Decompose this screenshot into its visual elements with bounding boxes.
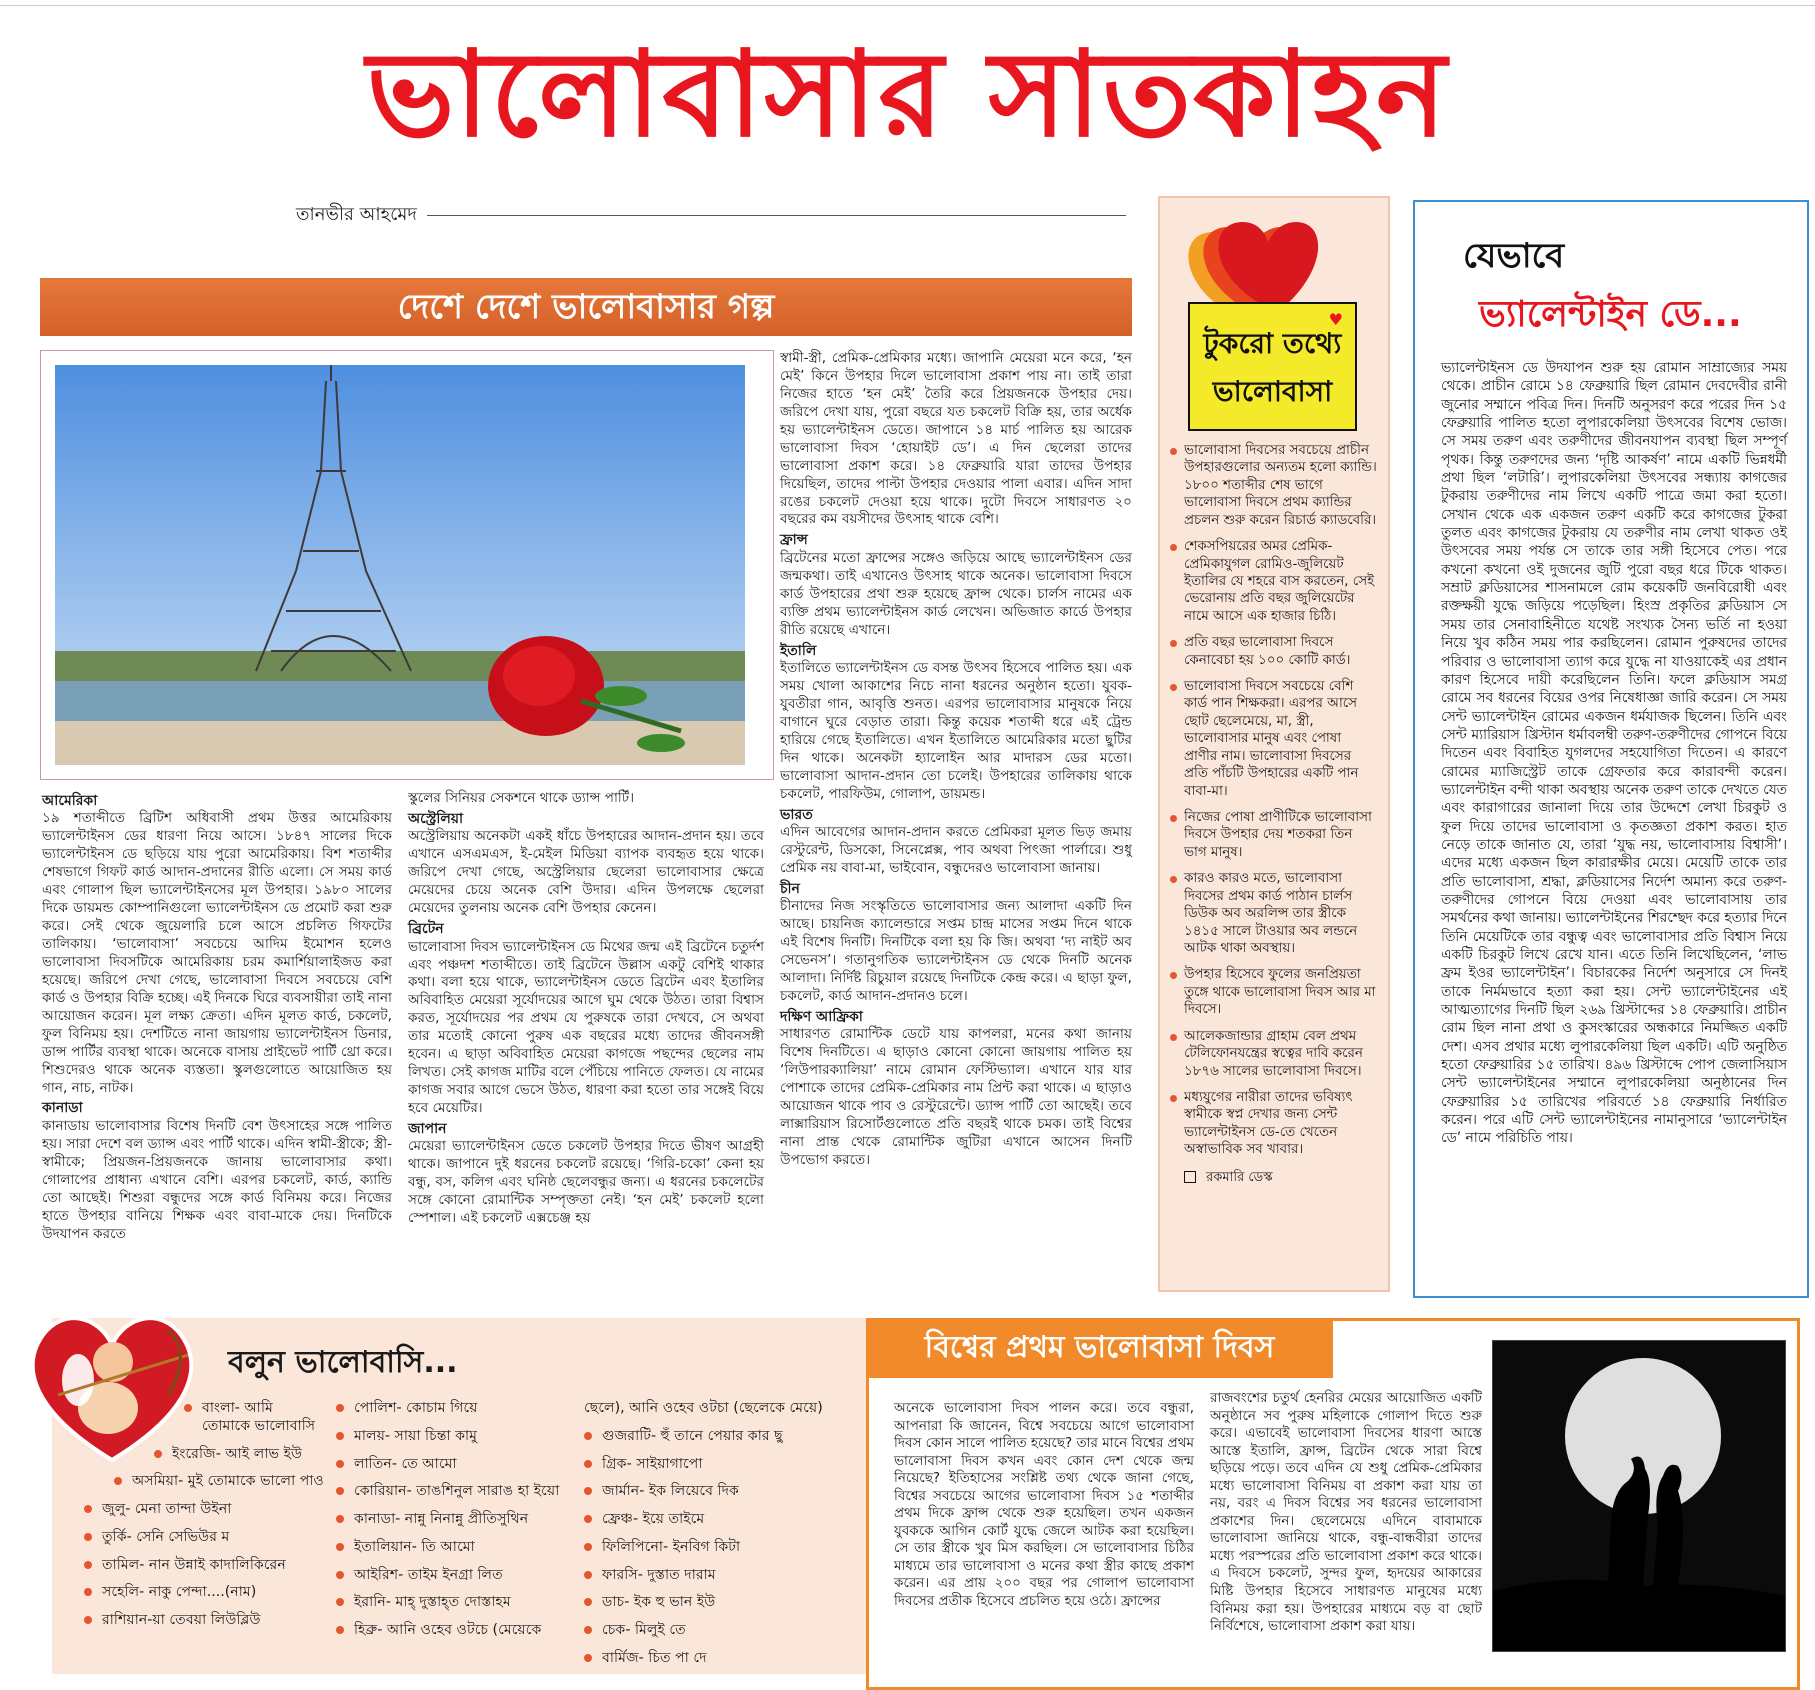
- language-item: আইরিশ- তাইম ইনগ্রা লিত: [336, 1567, 576, 1585]
- fact-item: মধ্যযুগের নারীরা তাদের ভবিষ্যৎ স্বামীকে স্বপ্ন দেখার জন্য সেন্ট ভ্যালেন্টাইনস ডে-তে খেতেন অস্বাভাবিক সব খাবার।: [1170, 1089, 1378, 1159]
- language-item: ফিলিপিনো- ইনবিগ কিটা: [584, 1539, 850, 1557]
- section-text-australia: অস্ট্রেলিয়ায় অনেকটা একই ধাঁচে উপহারের আদান-প্রদান হয়। তবে এখানে এসএমএস, ই-মেইল মিডিয়া ব্যাপক ব্যবহৃত হয়ে থাকে। জরিপে দেখা গেছে, অস্ট্রেলিয়ার ছেলেরা ভালোবাসার ক্ষেত্রে মেয়েদের চেয়ে অনেক বেশি উদার। এদিন উপলক্ষে ছেলেরা মেয়েদের তুলনায় অনেক বেশি উপহার কেনেন।: [408, 828, 764, 917]
- credit-line: [1170, 1168, 1378, 1189]
- small-heart-icon: ♥: [1328, 310, 1343, 329]
- credit-text: রকমারি ডেস্ক: [1206, 1169, 1273, 1185]
- fact-item: কারও কারও মতে, ভালোবাসা দিবসের প্রথম কার্ড পাঠান চার্লস ডিউক অব অরলিন্স তার স্ত্রীকে ১৪১৫ সালে টাওয়ার অব লন্ডনে আটক থাকা অবস্থায়।: [1170, 870, 1378, 957]
- fact-item: উপহার হিসেবে ফুলের জনপ্রিয়তা তুঙ্গে থাকে ভালোবাসা দিবস আর মা দিবসে।: [1170, 966, 1378, 1018]
- fact-item: প্রতি বছর ভালোবাসা দিবসে কেনাবেচা হয় ১০০ কোটি কার্ড।: [1170, 634, 1378, 669]
- say-love-heading: বলুন ভালোবাসি...: [228, 1345, 458, 1380]
- byline: [296, 200, 1126, 230]
- section-text-canada: কানাডায় ভালোবাসার বিশেষ দিনটি বেশ উৎসাহের সঙ্গে পালিত হয়। সারা দেশে বল ড্যান্স এবং পার্টি থাকে। এদিন স্বামী-স্ত্রীকে; স্ত্রী-স্বামীকে; প্রিয়জন-প্রিয়জনকে জানায় ভালোবাসার কথা। গোলাপের প্রাধান্য এখানে বেশি। এরপর চকলেট, কার্ড, ক্যান্ডি তো আছেই। শিশুরা বন্ধুদের সঙ্গে কার্ড বিনিময় করে। নিজের হাতে উপহার বানিয়ে শিক্ষক এবং বাবা-মাকে দেয়। দিনটিকে উদযাপন করতে: [42, 1117, 392, 1242]
- fact-item: ভালোবাসা দিবসের সবচেয়ে প্রাচীন উপহারগুলোর অন্যতম হলো ক্যান্ডি। ১৮০০ শতাব্দীর শেষ ভাগে ভালোবাসা দিবসে প্রথম ক্যান্ডির প্রচলন শুরু করেন রিচার্ড ক্যাডবেরি।: [1170, 442, 1378, 529]
- language-item: ফারসি- দুস্তাত দারাম: [584, 1567, 850, 1585]
- section-heading-japan: জাপান: [408, 1120, 447, 1137]
- section-text-britain: ভালোবাসা দিবস ভ্যালেন্টাইনস ডে মিথের জন্ম এই ব্রিটেনে চতুর্দশ এবং পঞ্চদশ শতাব্দীতে। তাই ব্রিটেনে উল্লাস একটু বেশিই থাকার কথা। বলা হয়ে থাকে, ভ্যালেন্টাইনস ডেতে ব্রিটেন এবং ইতালির অবিবাহিত মেয়েরা সূর্যোদয়ের আগে ঘুম থেকে উঠত। তারা বিশ্বাস করত, সূর্যোদয়ের পর প্রথম যে পুরুষকে তারা দেখবে, সে অথবা তার মতোই কোনো পুরুষ এক বছরের মধ্যে তাদের জীবনসঙ্গী হবেন। এ ছাড়া অবিবাহিত মেয়েরা কাগজে পছন্দের ছেলের নাম লিখত। সেই কাগজ মাটির বলে পেঁচিয়ে পানিতে ফেলত। যে নামের কাগজ সবার আগে ভেসে উঠত, ধারণা করা হতো তার সঙ্গেই বিয়ে হবে মেয়েটির।: [408, 938, 764, 1116]
- section-text-japan-cont: স্বামী-স্ত্রী, প্রেমিক-প্রেমিকার মধ্যে। জাপানি মেয়েরা মনে করে, ‘হন মেই’ কিনে উপহার দিলে ভালোবাসা প্রকাশ পায় না। তাই তারা নিজের হাতে ‘হন মেই’ তৈরি করে প্রিয়জনকে উপহার দেয়। জরিপে দেখা যায়, পুরো বছরে যত চকলেট বিক্রি হয়, তার অর্ধেক হয় ভ্যালেন্টাইনস ডেতে। জাপানে ১৪ মার্চ পালিত হয় আরেক ভালোবাসা দিবস ‘হোয়াইট ডে’। এ দিন ছেলেরা তাদের ভালোবাসা প্রকাশ করে। ১৪ ফেব্রুয়ারি যারা তাদের উপহার দিয়েছিল, তাদের পাল্টা উপহার দেওয়ার পালা এবার। এদিন সাদা রঙের চকলেট দেওয়া হয়ে থাকে। দুটো দিবসে সাধারণত ২০ বছরের কম বয়সীদের উৎসাহ থাকে বেশি।: [780, 350, 1132, 528]
- language-item: ইরানি- মাহ্‌ দুস্তাহ্‌ত দোস্তাহম: [336, 1594, 576, 1612]
- top-rule: [0, 0, 1815, 6]
- language-item: তামিল- নান উন্নাই কাদালিকিরেন: [62, 1557, 324, 1575]
- author-name: তানভীর আহমেদ: [296, 203, 417, 225]
- language-list-1: [62, 1400, 324, 1640]
- section-heading-india: ভারত: [780, 806, 813, 823]
- language-list-2: [336, 1400, 576, 1650]
- language-item: কানাডা- নান্নু নিনান্নু প্রীতিসুথিন: [336, 1511, 576, 1529]
- section-heading-australia: অস্ট্রেলিয়া: [408, 810, 464, 827]
- fact-item: আলেকজান্ডার গ্রাহাম বেল প্রথম টেলিফোনযন্ত্রের স্বত্বের দাবি করেন ১৮৭৬ সালের ভালোবাসা দিবসে।: [1170, 1028, 1378, 1080]
- article-column-3: [780, 350, 1132, 1310]
- section-text-india: এদিন আবেগের আদান-প্রদান করতে প্রেমিকরা মূলত ভিড় জমায় রেস্টুরেন্ট, ডিসকো, সিনেপ্লেক্স, পাব অথবা পিৎজা পার্লারে। শুধু প্রেমিক নয় বাবা-মা, ভাইবোন, বন্ধুদেরও ভালোবাসা জানায়।: [780, 823, 1132, 876]
- language-item: ফ্রেঞ্চ- ইয়ে তাইমে: [584, 1511, 850, 1529]
- history-heading-1: যেভাবে: [1463, 236, 1565, 276]
- fact-item: শেকসপিয়রের অমর প্রেমিক-প্রেমিকাযুগল রোমিও-জুলিয়েট ইতালির যে শহরে বাস করতেন, সেই ভেরোনায় প্রতি বছর জুলিয়েটের নামে আসে এক হাজার চিঠি।: [1170, 538, 1378, 625]
- language-item: রাশিয়ান-য়া তেবয়া লিউব্লিউ: [62, 1612, 324, 1630]
- section-heading-america: আমেরিকা: [42, 793, 98, 809]
- section-heading-france: ফ্রান্স: [780, 532, 808, 549]
- eiffel-tower-illustration: [41, 351, 774, 780]
- language-item: বাংলা- আমি তোমাকে ভালোবাসি: [62, 1400, 324, 1436]
- section-text-continued: স্কুলের সিনিয়র সেকশনে থাকে ড্যান্স পার্টি।: [408, 790, 635, 806]
- section-heading-south-africa: দক্ষিণ আফ্রিকা: [780, 1008, 863, 1025]
- language-item: জার্মান- ইক লিয়েবে দিক: [584, 1483, 850, 1501]
- language-item: চেক- মিলুই তে: [584, 1622, 850, 1640]
- history-heading-2: ভ্যালেন্টাইন ডে...: [1479, 294, 1742, 335]
- facts-logo: [1168, 212, 1378, 434]
- language-item: মালয়- সায়া চিন্তা কামু: [336, 1428, 576, 1446]
- language-item: বার্মিজ- চিত পা দে: [584, 1650, 850, 1668]
- logo-label-box: [1188, 302, 1357, 431]
- fact-item: ভালোবাসা দিবসে সবচেয়ে বেশি কার্ড পান শিক্ষকরা। এরপর আসে ছোট ছেলেমেয়ে, মা, স্ত্রী, ভালোবাসার মানুষ এবং পোষা প্রাণীর নাম। ভালোবাসা দিবসের প্রতি পাঁচটি উপহারের একটি পান বাবা-মা।: [1170, 678, 1378, 800]
- section-heading-britain: ব্রিটেন: [408, 921, 444, 938]
- byline-rule: [427, 215, 1126, 216]
- language-item: তুর্কি- সেনি সেভিউর ম: [62, 1529, 324, 1547]
- square-bullet-icon: [1184, 1171, 1196, 1183]
- language-list-3: [584, 1400, 850, 1678]
- history-box: [1413, 200, 1809, 1298]
- section-heading-china: চীন: [780, 880, 800, 897]
- section-heading-canada: কানাডা: [42, 1100, 83, 1117]
- eiffel-rose-photo: [40, 350, 774, 780]
- language-item: অসমিয়া- মুই তোমাকে ভালো পাও: [62, 1473, 324, 1491]
- language-item: ছেলে), আনি ওহেব ওটচা (ছেলেকে মেয়ে): [584, 1400, 823, 1416]
- language-item: পোলিশ- কোচাম গিয়ে: [336, 1400, 576, 1418]
- section-text-america: ১৯ শতাব্দীতে ব্রিটিশ অধিবাসী প্রথম উত্তর আমেরিকায় ভ্যালেন্টাইনস ডের ধারণা নিয়ে আসে। ১৮৪৭ সালের দিকে ভ্যালেন্টাইনস ডে ছড়িয়ে যায় পুরো আমেরিকায়। বিশ শতাব্দীর শেষভাগে গিফট কার্ড আদান-প্রদানের রীতি এলো। সে সময় কার্ড এবং গোলাপ ছিল ভ্যালেন্টাইনসের মূল উপহার। ১৯৮০ সালের দিকে ডায়মন্ড কোম্পানিগুলো ভ্যালেন্টাইনস ডে প্রমোট করা শুরু করে। সেই থেকে জুয়েলারি চলে আসে প্রচলিত গিফটের তালিকায়। ‘ভালোবাসা’ সবচেয়ে আদিম ইমোশন হলেও ভালোবাসা দিবসটিকে আমেরিকায় চরম কমার্শিয়ালাইজড করা হয়েছে। জরিপে দেখা গেছে, ভালোবাসা দিবসে সবচেয়ে বেশি কার্ড ও উপহার বিক্রি হচ্ছে। এই দিনকে ঘিরে ব্যবসায়ীরা তাই নানা আয়োজন করেন। মূল লক্ষ্য ক্রেতা। এদিন মূলত কার্ড, চকলেট, ফুল বিনিময় হয়। দেশটিতে নানা জায়গায় ভ্যালেন্টাইনস ডিনার, ডান্স পার্টির ব্যবস্থা থাকে। অনেকে বাসায় প্রাইভেট পার্টি থ্রো করে। শিশুদেরও থাকে অনেক ব্যস্ততা। স্কুলগুলোতে আয়োজিত হয় গান, নাচ, নাটক।: [42, 810, 392, 1096]
- section-text-south-africa: সাধারণত রোমান্টিক ডেটে যায় কাপলরা, মনের কথা জানায় বিশেষ দিনটিতে। এ ছাড়াও কোনো কোনো জায়গায় পালিত হয় ‘লিউপারক্যালিয়া’ নামে রোমান ফেস্টিভ্যাল। এখানে যার যার পোশাকে তাদের প্রেমিক-প্রেমিকার নাম প্রিন্ট করা থাকে। এ ছাড়াও আয়োজন থাকে পাব ও রেস্টুরেন্টে। ড্যান্স পার্টি তো আছেই। তবে লাক্সারিয়াস রিসোর্টগুলোতে প্রতি বছরই থাকে চমক। তাই বিশ্বের নানা প্রান্ত থেকে রোমান্টিক জুটিরা এখানে আসেন দিনটি উপভোগ করতে।: [780, 1026, 1132, 1168]
- first-valentine-heading: বিশ্বের প্রথম ভালোবাসা দিবস: [866, 1318, 1333, 1378]
- language-item: সহেলি- নাকু পেন্দা....(নাম): [62, 1584, 324, 1602]
- language-item: কোরিয়ান- তাঙশিনুল সারাঙ হা ইয়ো: [336, 1483, 576, 1501]
- section-text-italy: ইতালিতে ভ্যালেন্টাইনস ডে বসন্ত উৎসব হিসেবে পালিত হয়। এক সময় খোলা আকাশের নিচে নানা ধরনের অনুষ্ঠান হতো। যুবক-যুবতীরা গান, আবৃত্তি শুনত। এরপর ভালোবাসার মানুষকে নিয়ে বাগানে ঘুরে বেড়াত তারা। কিন্তু কয়েক শতাব্দী ধরে এই ট্রেন্ড হারিয়ে গেছে ইতালিতে। এখন ইতালিতে আমেরিকার মতো ছুটির দিন থাকে। অনেকটা হ্যালোইন আর মাদারস ডের মতো। ভালোবাসা আদান-প্রদান তো চলেই। উপহারের তালিকায় থাকে চকলেট, পারফিউম, গোলাপ, ডায়মন্ড।: [780, 660, 1132, 802]
- history-text: ভ্যালেন্টাইনস ডে উদযাপন শুরু হয় রোমান সাম্রাজ্যের সময় থেকে। প্রাচীন রোমে ১৪ ফেব্রুয়ারি ছিল রোমান দেবদেবীর রানী জুনোর সম্মানে পবিত্র দিন। দিনটি অনুসরণ করে পরের দিন ১৫ ফেব্রুয়ারি পালিত হতো লুপারকেলিয়া উৎসবের বিশেষ ভোজ। সে সময় তরুণ এবং তরুণীদের জীবনযাপন ব্যবস্থা ছিল সম্পূর্ণ পৃথক। কিন্তু তরুণদের জন্য ‘দৃষ্টি আকর্ষণ’ নামে একটি ভিন্নধর্মী প্রথা ছিল ‘লটারি’। লুপারকেলিয়া উৎসবের সন্ধ্যায় কাগজের টুকরায় তরুণীদের নাম লিখে একটি পাত্রে জমা করা হতো। সেখান থেকে এক একজন তরুণ একটি করে কাগজের টুকরা তুলত এবং কাগজের টুকরায় যে তরুণীর নাম লেখা থাকত ওই উৎসবের সময় পর্যন্ত সে তাকে তার সঙ্গী হিসেবে পেত। পরে কখনো কখনো ওই দুজনের জুটি পুরো বছর ধরে টিকে থাকত। সম্রাট ক্লডিয়াসের শাসনামলে রোম কয়েকটি জনবিরোধী এবং রক্তক্ষয়ী যুদ্ধে জড়িয়ে পড়েছিল। হিংস্র প্রকৃতির ক্লডিয়াস সে সময় তার সেনাবাহিনীতে যথেষ্ট সংখ্যক সৈন্য ভর্তি না হওয়া নিয়ে খুব কঠিন সময় পার করছিলেন। রোমান পুরুষদের তাদের পরিবার ও ভালোবাসা ত্যাগ করে যুদ্ধে না যাওয়াকেই এর প্রধান কারণ হিসেবে দায়ী করেছিলেন তিনি। ফলে ক্লডিয়াস সমগ্র রোমে সব ধরনের বিয়ের ওপর নিষেধাজ্ঞা জারি করেন। সে সময় সেন্ট ভ্যালেন্টাইন রোমের একজন ধর্মযাজক ছিলেন। তিনি এবং সেন্ট ম্যারিয়াস খ্রিস্টান ধর্মাবলম্বী তরুণ-তরুণীদের গোপনে বিয়ে দিতেন এবং বিবাহিত যুগলদের সহযোগিতা দিতেন। এ কারণে রোমের ম্যাজিস্ট্রেট তাকে গ্রেফতার করে কারাবন্দী করেন। ভ্যালেন্টাইন বন্দী থাকা অবস্থায় অনেক তরুণ তাকে দেখতে যেত এবং কারাগারের জানালা দিয়ে তার উদ্দেশে লেখা চিরকুট ও ফুল দিয়ে তাদের ভালোবাসা ও কৃতজ্ঞতা প্রকাশ করত। হাত নেড়ে তাকে জানাত যে, তারা ‘যুদ্ধ নয়, ভালোবাসায় বিশ্বাসী’। এদের মধ্যে একজন ছিল কারারক্ষীর মেয়ে। মেয়েটি তাকে তার প্রতি ভালোবাসা, শ্রদ্ধা, ক্লডিয়াসের নির্দেশ অমান্য করে তরুণ-তরুণীদের গোপনে বিয়ে দেওয়া এবং ভালোবাসায় তার সমর্থনের কথা জানায়। ভ্যালেন্টাইনের শিরশ্ছেদ করে হত্যার দিনে তিনি মেয়েটিকে তার বন্ধুত্ব এবং ভালোবাসার প্রতি বিশ্বাস নিয়ে একটি চিরকুট লিখে রেখে যান। এতে তিনি লিখেছিলেন, ‘লাভ ফ্রম ইওর ভ্যালেন্টাইন’। বিচারকের নির্দেশ অনুসারে সে দিনই তাকে নির্মমভাবে হত্যা করা হয়। সেন্ট ভ্যালেন্টাইনের এই আত্মত্যাগের দিনটি ছিল ২৬৯ খ্রিস্টাব্দের ১৪ ফেব্রুয়ারি। প্রাচীন রোম ছিল নানা প্রথা ও কুসংস্কারের অন্ধকারে নিমজ্জিত একটি দেশ। এসব প্রথার মধ্যে লুপারকেলিয়া ছিল একটি। এটি অনুষ্ঠিত হতো ফেব্রুয়ারির ১৫ তারিখ। ৪৯৬ খ্রিস্টাব্দে পোপ জেলাসিয়াস সেন্ট ভ্যালেন্টাইনের সম্মানে লুপারকেলিয়া অনুষ্ঠানের দিন ফেব্রুয়ারির ১৫ তারিখের পরিবর্তে ১৪ ফেব্রুয়ারি নির্ধারিত করেন। পরে এটি সেন্ট ভ্যালেন্টাইনের নামানুসারে ‘ভ্যালেন্টাইন ডে’ নামে পরিচিতি পায়।: [1441, 360, 1787, 1147]
- first-valentine-text-1: অনেকে ভালোবাসা দিবস পালন করে। তবে বন্ধুরা, আপনারা কি জানেন, বিশ্বে সবচেয়ে আগে ভালোবাসা দিবস কোন সালে পালিত হয়েছে? তার মানে বিশ্বের প্রথম ভালোবাসা দিবস কখন এবং কোন দেশ থেকে জন্ম নিয়েছে? ইতিহাসের সংশ্লিষ্ট তথ্য থেকে জানা গেছে, বিশ্বের সবচেয়ে আগের ভালোবাসা দিবস ১৫ শতাব্দীর প্রথম দিকে ফ্রান্স থেকে শুরু হয়েছিল। তখন একজন যুবককে আগিন কোর্ট যুদ্ধে জেলে আটক করা হয়েছিল। সে তার স্ত্রীকে খুব মিস করছিল। সে ভালোবাসার চিঠির মাধ্যমে তার ভালোবাসা ও মনের কথা স্ত্রীর কাছে প্রকাশ করেন। এর প্রায় ২০০ বছর পর গোলাপ ভালোবাসা দিবসের প্রতীক হিসেবে প্রচলিত হয়ে ওঠে। ফ্রান্সের: [894, 1400, 1194, 1610]
- language-item: গুজরাটি- হুঁ তানে পেয়ার কার ছু: [584, 1428, 850, 1446]
- language-item: গ্রিক- সাইয়াগাপো: [584, 1456, 850, 1474]
- facts-list: [1170, 442, 1378, 1159]
- language-item: হিব্রু- আনি ওহেব ওটচে (মেয়েকে: [336, 1622, 576, 1640]
- language-item: লাতিন- তে আমো: [336, 1456, 576, 1474]
- article-column-2: [408, 790, 764, 1310]
- section-text-japan: মেয়েরা ভ্যালেন্টাইনস ডেতে চকলেট উপহার দিতে ভীষণ আগ্রহী থাকে। জাপানে দুই ধরনের চকলেট রয়েছে। ‘গিরি-চকো’ কেনা হয় বন্ধু, বস, কলিগ এবং ঘনিষ্ঠ ছেলেবন্ধুর জন্য। এ ধরনের চকলেটের সঙ্গে কোনো রোমান্টিক সম্পৃক্ততা নেই। ‘হন মেই’ চকলেট হলো স্পেশাল। এই চকলেট এক্সচেঞ্জ হয়: [408, 1138, 764, 1227]
- section-banner: দেশে দেশে ভালোবাসার গল্প: [40, 278, 1132, 336]
- first-valentine-text-2: রাজবংশের চতুর্থ হেনরির মেয়ের আয়োজিত একটি অনুষ্ঠানে সব পুরুষ মহিলাকে গোলাপ দিতে শুরু করে। এভাবেই ভালোবাসা দিবসের ধারণা আস্তে আস্তে ইতালি, ফ্রান্স, ব্রিটেন থেকে সারা বিশ্বে ছড়িয়ে পড়ে। তবে এদিন যে শুধু প্রেমিক-প্রেমিকার মধ্যে ভালোবাসা বিনিময় বা প্রকাশ করা যায় তা নয়, বরং এ দিবস বিশ্বের সব ধরনের ভালোবাসা প্রকাশের দিন। ছেলেমেয়ে এদিনে বাবামাকে ভালোবাসা জানিয়ে থাকে, বন্ধু-বান্ধবীরা তাদের মধ্যে পরস্পরের প্রতি ভালোবাসা প্রকাশ করে থাকে। এ দিবসে চকলেট, সুন্দর ফুল, হৃদয়ের আকারের মিষ্টি উপহার হিসেবে সাধারণত মানুষের মধ্যে বিনিময় করা হয়। উপহারের মাধ্যমে বড় বা ছোট নির্বিশেষে, ভালোবাসা প্রকাশ করা যায়।: [1210, 1390, 1482, 1635]
- language-item: ডাচ- ইক হু ভান ইউ: [584, 1594, 850, 1612]
- couple-silhouette-illustration: [1493, 1341, 1786, 1652]
- couple-moon-photo: [1492, 1340, 1786, 1652]
- article-column-1: [42, 790, 392, 1310]
- section-text-china: চীনাদের নিজ সংস্কৃতিতে ভালোবাসার জন্য আলাদা একটি দিন আছে। চায়নিজ ক্যালেন্ডারে সপ্তম চান্দ্র মাসের সপ্তম দিনে থাকে এই বিশেষ দিনটি। দিনটিকে বলা হয় কি জি। অথবা ‘দ্য নাইট অব সেভেনস’। গতানুগতিক ভ্যালেন্টাইনস ডে থেকে দিনটি অনেক আলাদা। নির্দিষ্ট রিচুয়াল রয়েছে দিনটিকে কেন্দ্র করে। এ ছাড়া ফুল, চকলেট, কার্ড আদান-প্রদানও চলে।: [780, 898, 1132, 1004]
- language-item: ইংরেজি- আই লাভ ইউ: [62, 1446, 324, 1464]
- language-item: ইতালিয়ান- তি আমো: [336, 1539, 576, 1557]
- masthead-title: ভালোবাসার সাতকাহন: [366, 25, 1449, 163]
- logo-line-1: টুকরো তথ্যে: [1203, 327, 1342, 360]
- section-heading-italy: ইতালি: [780, 642, 817, 659]
- logo-line-2: ভালোবাসা: [1212, 375, 1333, 408]
- section-text-france: ব্রিটেনের মতো ফ্রান্সের সঙ্গেও জড়িয়ে আছে ভ্যালেন্টাইনস ডের জন্মকথা। তাই এখানেও উৎসাহ থাকে অনেক। ভালোবাসা দিবসে কার্ড উপহারের প্রথা শুরু হয়েছে ফ্রান্স থেকে। চার্লস নামের এক ব্যক্তি প্রথম ভ্যালেন্টাইনস কার্ড লেখেন। অভিজাত কার্ডে উপহার রীতি রয়েছে এখানে।: [780, 549, 1132, 638]
- fact-item: নিজের পোষা প্রাণীটিকে ভালোবাসা দিবসে উপহার দেয় শতকরা তিন ভাগ মানুষ।: [1170, 809, 1378, 861]
- language-item: জুলু- মেনা তান্দা উইনা: [62, 1501, 324, 1519]
